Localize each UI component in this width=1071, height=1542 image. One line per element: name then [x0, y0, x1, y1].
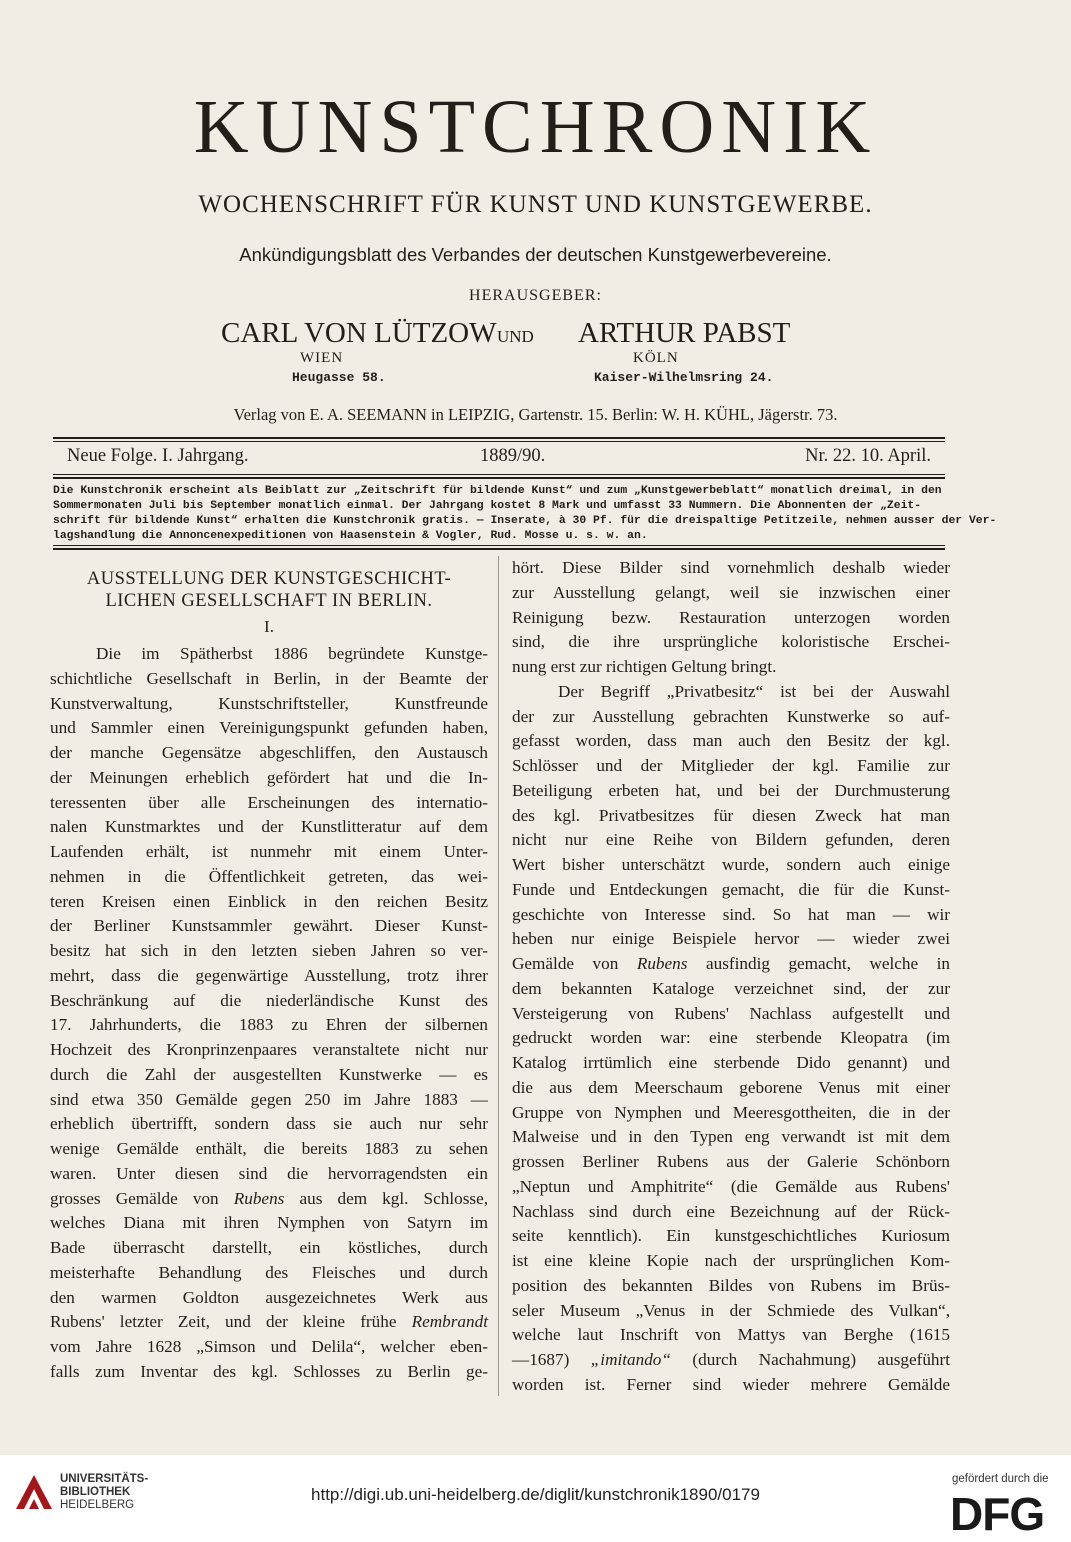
- text-line: und Sammler einen Vereinigungspunkt gefunden haben,: [50, 718, 488, 738]
- text-line: seite kenntlich). Ein kunstgeschichtliches Kuriosum: [512, 1226, 950, 1246]
- text-line: seler Museum „Venus in der Schmiede des Vulkan“,: [512, 1300, 950, 1320]
- text-line: teren Kreisen einen Einblick in den reichen Besitz: [50, 891, 488, 911]
- text-line: welche laut Inschrift von Mattys van Berghe (1615: [512, 1325, 950, 1345]
- article-column-right: [512, 556, 950, 1398]
- text-line: nicht nur eine Reihe von Bildern gefunden, deren: [512, 830, 950, 850]
- library-name-line: UNIVERSITÄTS-: [60, 1473, 149, 1485]
- text-line: sind etwa 350 Gemälde gegen 250 im Jahre 1883 —: [50, 1089, 488, 1109]
- announcement-line: Ankündigungsblatt des Verbandes der deutschen Kunstgewerbevereine.: [239, 244, 832, 265]
- headline-line-2: LICHEN GESELLSCHAFT IN BERLIN.: [105, 591, 433, 611]
- text-line: ist eine kleine Kopie nach der ursprünglichen Kom-: [512, 1251, 950, 1270]
- text-line: Kunstverwaltung, Kunstschriftsteller, Kunstfreunde: [50, 693, 488, 713]
- text-line: [50, 1310, 488, 1335]
- italic-term: „imitando“: [590, 1350, 671, 1369]
- text-line: Nachlass sind durch eine Bezeichnung auf der Rück-: [512, 1201, 950, 1221]
- text-line: der zur Ausstellung gebrachten Kunstwerke so auf-: [512, 706, 950, 726]
- text-line: Funde und Entdeckungen gemacht, die für die Kunst-: [512, 879, 950, 899]
- text-line: geschichte von Interesse sind. So hat man — wir: [512, 904, 950, 924]
- text-line: die aus dem Meerschaum geborene Venus mit einer: [512, 1077, 950, 1097]
- notice-line: Sommermonaten Juli bis September monatlich einmal. Der Jahrgang kostet 8 Mark und umfasst 33 Nummern. Die Abonnenten der „Zeit-: [53, 500, 922, 512]
- text-line: meisterhafte Behandlung des Fleisches und durch: [50, 1262, 488, 1282]
- text-line: Malweise und in den Typen eng verwandt ist mit dem: [512, 1127, 950, 1147]
- text-segment: ausfindig gemacht, welche in: [705, 954, 951, 973]
- text-line: Laufenden erhält, ist nunmehr mit einem Unter-: [50, 842, 488, 861]
- text-line: gedruckt worden war: eine sterbende Kleopatra (im: [512, 1028, 950, 1048]
- herausgeber-label: HERAUSGEBER:: [469, 287, 602, 304]
- text-line: grossen Berliner Rubens aus der Galerie Schönborn: [512, 1152, 950, 1171]
- rule-mid-thin: [53, 474, 945, 475]
- source-url-link[interactable]: http://digi.ub.uni-heidelberg.de/diglit/kunstchronik1890/0179: [311, 1485, 760, 1504]
- editor-address-1: Heugasse 58.: [292, 370, 386, 385]
- text-line: gefasst worden, dass man auch den Besitz der kgl.: [512, 731, 950, 751]
- rule-bottom: [53, 548, 945, 550]
- text-line: zur Ausstellung gelangt, weil sie inzwischen einer: [512, 582, 950, 602]
- text-segment: Gemälde von: [512, 954, 619, 973]
- library-name-line: HEIDELBERG: [60, 1499, 135, 1511]
- editor-address-2: Kaiser-Wilhelmsring 24.: [594, 370, 774, 385]
- notice-line: schrift für bildende Kunst“ erhalten die Kunstchronik gratis. — Inserate, à 30 Pf. für die dreispaltige Petitzeile, nehmen ausser der Ver-: [53, 515, 997, 527]
- article-column-left: [50, 556, 488, 1385]
- text-line: des kgl. Privatbesitzes für diesen Zweck hat man: [512, 805, 950, 825]
- issue-number: Nr. 22. 10. April.: [805, 446, 931, 466]
- text-line: falls zum Inventar des kgl. Schlosses zu Berlin ge-: [50, 1361, 488, 1381]
- text-line: Reinigung bezw. Restauration unterzogen worden: [512, 607, 950, 627]
- text-line: sind, die ihre ursprüngliche koloristische Erschei-: [512, 632, 950, 652]
- text-segment: —1687): [512, 1350, 570, 1369]
- rule-top-thin: [53, 441, 945, 442]
- text-line: Der Begriff „Privatbesitz“ ist bei der Auswahl: [558, 681, 950, 701]
- article-headline: [50, 568, 488, 612]
- issue-line: [53, 446, 945, 470]
- text-line: der manche Gegensätze abgeschliffen, den Austausch: [50, 743, 488, 762]
- text-line: Versteigerung von Rubens' Nachlass aufgestellt und: [512, 1003, 950, 1023]
- text-line: nehmen in die Öffentlichkeit getreten, das wei-: [50, 866, 488, 886]
- text-line: Katalog irrtümlich eine sterbende Dido genannt) und: [512, 1053, 950, 1072]
- text-line: [50, 1187, 488, 1212]
- text-line: 17. Jahrhunderts, die 1883 zu Ehren der silbernen: [50, 1015, 488, 1035]
- funded-by-label: gefördert durch die: [952, 1473, 1049, 1485]
- und-label: UND: [497, 327, 534, 346]
- rule-top: [53, 437, 945, 439]
- text-line: der Meinungen erheblich gefördert hat und die In-: [50, 767, 488, 787]
- text-line: Hochzeit des Kronprinzenpaares veranstaltete nicht nur: [50, 1040, 488, 1059]
- text-line: Beschränkung auf die niederländische Kunst des: [50, 990, 488, 1010]
- text-segment: Rubens' letzter Zeit, und der kleine frühe: [50, 1312, 397, 1332]
- notice-line: Die Kunstchronik erscheint als Beiblatt zur „Zeitschrift für bildende Kunst“ und zum „Kunstgewerbeblatt“ monatlich dreimal, in den: [53, 485, 942, 497]
- text-line: schichtliche Gesellschaft in Berlin, in der Beamte der: [50, 668, 488, 688]
- text-line: nung erst zur richtigen Geltung bringt.: [512, 657, 777, 676]
- text-line: hört. Diese Bilder sind vornehmlich deshalb wieder: [512, 558, 950, 577]
- text-line: nalen Kunstmarktes und der Kunstlitteratur auf dem: [50, 817, 488, 837]
- painter-name-rubens: Rubens: [636, 954, 688, 973]
- text-line: Gruppe von Nymphen und Meeresgottheiten, die in der: [512, 1102, 950, 1122]
- text-line: dem bekannten Kataloge verzeichnet sind, der zur: [512, 978, 950, 998]
- text-line: erheblich übertrifft, sondern dass sie auch nur sehr: [50, 1114, 488, 1134]
- dfg-logo: DFG: [950, 1488, 1045, 1540]
- editor-city-1: WIEN: [300, 350, 344, 366]
- headline-line-1: AUSSTELLUNG DER KUNSTGESCHICHT-: [86, 569, 452, 589]
- article-part-number: I.: [264, 617, 274, 636]
- text-line: besitz hat sich in den letzten sieben Jahren so ver-: [50, 941, 488, 960]
- text-segment: (durch Nachahmung) ausgeführt: [692, 1350, 951, 1369]
- text-line: der Berliner Kunstsammler gewährt. Dieser Kunst-: [50, 916, 488, 936]
- text-line: [512, 1348, 950, 1373]
- text-line: position des bekannten Bildes von Rubens im Brüs-: [512, 1275, 950, 1295]
- issue-series: Neue Folge. I. Jahrgang.: [67, 446, 249, 466]
- text-line: Die im Spätherbst 1886 begründete Kunstge-: [96, 644, 488, 663]
- text-line: wenige Gemälde enthält, die bereits 1883 zu sehen: [50, 1139, 488, 1158]
- text-line: mehrt, dass die gegenwärtige Ausstellung, trotz ihrer: [50, 965, 488, 985]
- text-line: Beteiligung erbeten hat, und bei der Durchmusterung: [512, 780, 950, 800]
- rule-bottom-thin: [53, 545, 945, 546]
- text-line: Bade überrascht darstellt, ein köstliches, durch: [50, 1238, 488, 1257]
- editor-name-1: CARL VON LÜTZOW: [221, 317, 497, 349]
- text-line: waren. Unter diesen sind die hervorragendsten ein: [50, 1163, 488, 1183]
- painter-name-rubens: Rubens: [233, 1188, 285, 1208]
- column-divider: [498, 556, 499, 1396]
- text-line: vom Jahre 1628 „Simson und Delila“, welcher eben-: [50, 1337, 488, 1356]
- text-line: „Neptun und Amphitrite“ (die Gemälde aus Rubens': [512, 1176, 950, 1196]
- text-line: heben nur einige Beispiele hervor — wieder zwei: [512, 929, 950, 949]
- text-line: den warmen Goldton ausgezeichnetes Werk aus: [50, 1287, 488, 1307]
- text-line: Schlösser und der Mitglieder der kgl. Familie zur: [512, 756, 950, 775]
- rule-mid: [53, 477, 945, 479]
- text-line: teressenten über alle Erscheinungen des internatio-: [50, 792, 488, 812]
- library-name-line: BIBLIOTHEK: [60, 1486, 131, 1498]
- text-segment: aus dem kgl. Schlosse,: [299, 1188, 488, 1208]
- masthead-subtitle: WOCHENSCHRIFT FÜR KUNST UND KUNSTGEWERBE.: [198, 191, 873, 218]
- text-line: Wert bisher unterschätzt wurde, sondern auch einige: [512, 855, 950, 874]
- text-line: welches Diana mit ihren Nymphen von Satyrn im: [50, 1213, 488, 1233]
- subscription-notice: [53, 484, 997, 544]
- text-line: [512, 952, 950, 977]
- editor-name-2: ARTHUR PABST: [578, 317, 791, 349]
- painter-name-rembrandt: Rembrandt: [411, 1312, 488, 1332]
- text-line: durch die Zahl der ausgestellten Kunstwerke — es: [50, 1064, 488, 1084]
- text-segment: grosses Gemälde von: [50, 1188, 219, 1208]
- text-line: worden ist. Ferner sind wieder mehrere Gemälde: [512, 1374, 950, 1394]
- masthead-title: KUNSTCHRONIK: [193, 85, 878, 169]
- editor-city-2: KÖLN: [633, 350, 679, 366]
- notice-line: lagshandlung die Annoncenexpeditionen von Haasenstein & Vogler, Rud. Mosse u. s. w. an.: [53, 530, 648, 542]
- publisher-line: Verlag von E. A. SEEMANN in LEIPZIG, Gartenstr. 15. Berlin: W. H. KÜHL, Jägerstr. 73.: [233, 405, 838, 424]
- issue-year: 1889/90.: [480, 446, 546, 466]
